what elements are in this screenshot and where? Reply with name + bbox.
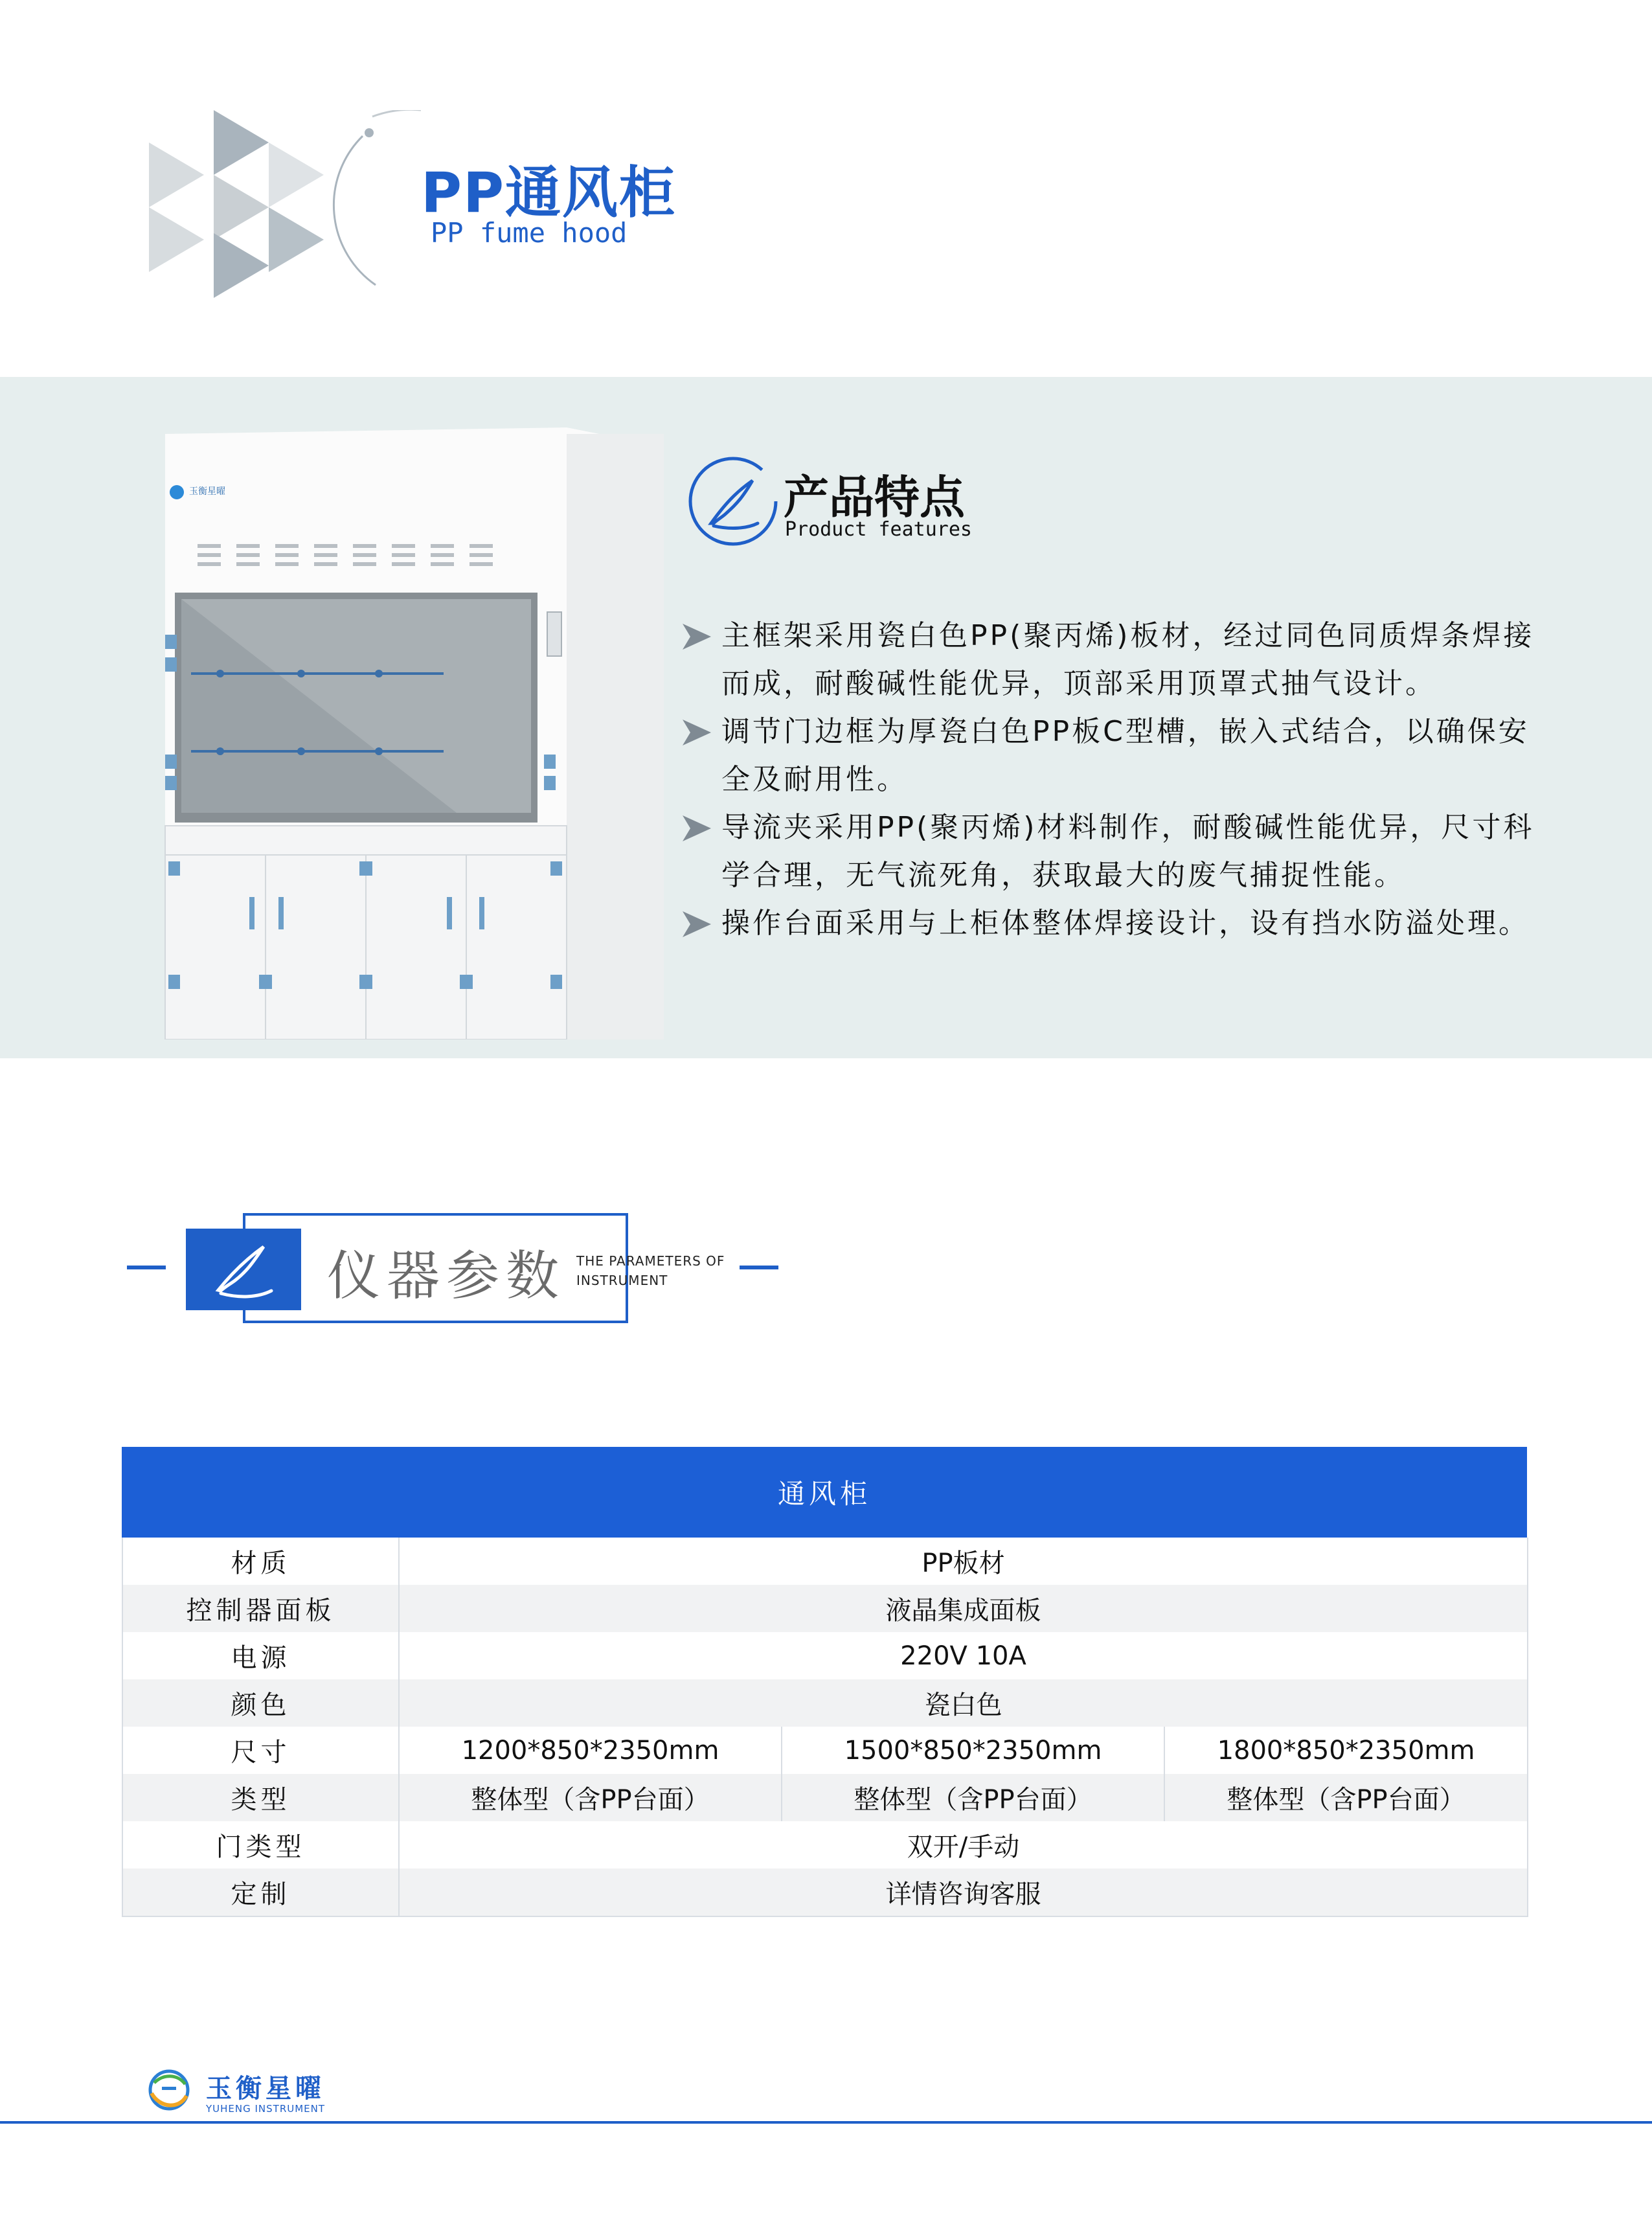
row-label: 材质 xyxy=(122,1538,399,1585)
table-header: 通风柜 xyxy=(122,1447,1527,1538)
params-subtitle-line2: INSTRUMENT xyxy=(576,1273,668,1288)
brand-name: 玉衡星曜 xyxy=(206,2074,325,2104)
features-title: 产品特点 xyxy=(784,471,965,524)
table-row xyxy=(122,1632,1528,1679)
table-row xyxy=(122,1585,1528,1632)
arrow-bullet-icon xyxy=(683,720,711,745)
feature-item xyxy=(680,612,1535,708)
quill-icon xyxy=(186,1229,301,1310)
row-label: 尺寸 xyxy=(122,1727,399,1774)
table-row xyxy=(122,1538,1528,1585)
specs-table xyxy=(122,1447,1527,1917)
row-value: PP板材 xyxy=(399,1538,1528,1585)
arrow-bullet-icon xyxy=(683,624,711,650)
params-subtitle xyxy=(576,1251,725,1290)
feature-text: 调节门边框为厚瓷白色PP板C型槽，嵌入式结合，以确保安全及耐用性。 xyxy=(721,715,1530,796)
row-value: 瓷白色 xyxy=(399,1679,1528,1727)
heading-rule-right xyxy=(740,1266,778,1269)
table-row xyxy=(122,1821,1528,1868)
fume-hood-product-image xyxy=(152,427,664,1039)
row-value: 液晶集成面板 xyxy=(399,1585,1528,1632)
row-label: 电源 xyxy=(122,1632,399,1679)
features-subtitle: Product features xyxy=(785,518,972,541)
row-label: 定制 xyxy=(122,1868,399,1916)
heading-rule-left xyxy=(127,1266,166,1269)
row-value: 1500*850*2350mm xyxy=(782,1727,1164,1774)
row-value: 整体型（含PP台面） xyxy=(399,1774,782,1821)
row-label: 门类型 xyxy=(122,1821,399,1868)
row-value: 220V 10A xyxy=(399,1632,1528,1679)
row-value: 整体型（含PP台面） xyxy=(1164,1774,1528,1821)
footer-rule xyxy=(0,2121,1652,2124)
table-row xyxy=(122,1868,1528,1916)
feature-text: 操作台面采用与上柜体整体焊接设计，设有挡水防溢处理。 xyxy=(721,907,1530,940)
page-subtitle: PP fume hood xyxy=(431,217,628,249)
row-value: 整体型（含PP台面） xyxy=(782,1774,1164,1821)
brand-name-en: YUHENG INSTRUMENT xyxy=(206,2103,326,2115)
page-title: PP通风柜 xyxy=(421,161,677,225)
feature-item xyxy=(680,804,1535,900)
table-row xyxy=(122,1679,1528,1727)
triangle-pattern-decoration xyxy=(149,110,421,298)
feature-text: 导流夹采用PP(聚丙烯)材料制作，耐酸碱性能优异，尺寸科学合理，无气流死角，获取最大的废气捕捉性能。 xyxy=(721,811,1535,892)
row-label: 颜色 xyxy=(122,1679,399,1727)
row-value: 详情咨询客服 xyxy=(399,1868,1528,1916)
features-list xyxy=(680,612,1535,948)
quill-emblem-icon xyxy=(685,453,781,549)
feature-item xyxy=(680,900,1535,948)
row-value: 双开/手动 xyxy=(399,1821,1528,1868)
product-badge: 玉衡星曜 xyxy=(189,486,225,497)
row-value: 1800*850*2350mm xyxy=(1164,1727,1528,1774)
brand-logo-icon xyxy=(148,2067,190,2113)
feature-item xyxy=(680,708,1535,804)
row-value: 1200*850*2350mm xyxy=(399,1727,782,1774)
params-subtitle-line1: THE PARAMETERS OF xyxy=(576,1253,725,1269)
table-row xyxy=(122,1727,1528,1774)
feature-text: 主框架采用瓷白色PP(聚丙烯)板材，经过同色同质焊条焊接而成，耐酸碱性能优异，顶部采用顶罩式抽气设计。 xyxy=(721,619,1535,700)
arrow-bullet-icon xyxy=(683,815,711,841)
row-label: 类型 xyxy=(122,1774,399,1821)
params-emblem-box xyxy=(186,1229,301,1310)
table-row xyxy=(122,1774,1528,1821)
params-title: 仪器参数 xyxy=(327,1245,566,1307)
row-label: 控制器面板 xyxy=(122,1585,399,1632)
arrow-bullet-icon xyxy=(683,911,711,937)
